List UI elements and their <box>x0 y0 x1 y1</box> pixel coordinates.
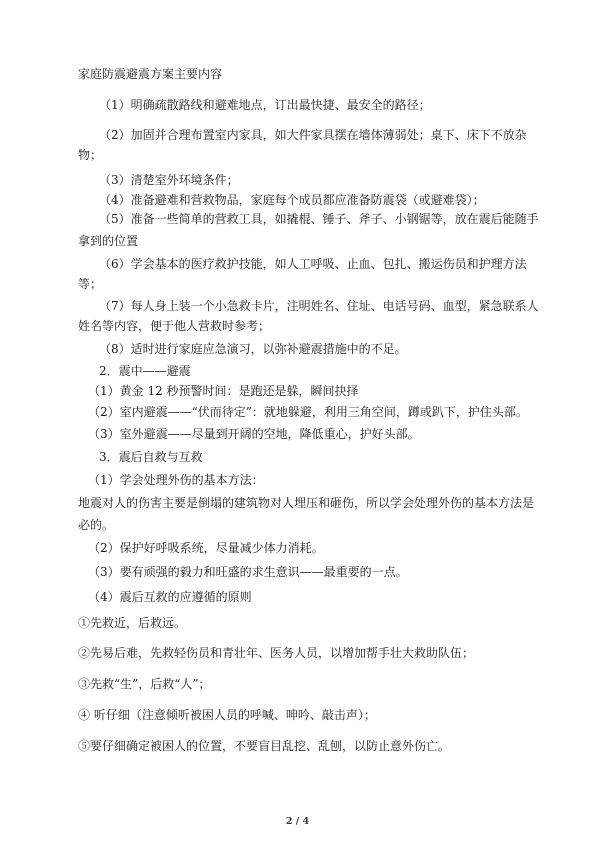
text-line: （7）每人身上装一个小急救卡片，注明姓名、住址、电话号码、血型，紧急联系人 <box>99 299 539 313</box>
list-item: ④ 听仔细（注意倾听被困人员的呼喊、呻吟、敲击声）； <box>78 708 376 722</box>
text-line: 姓名等内容，便于他人营救时参考； <box>78 319 271 333</box>
text-line: 等； <box>78 277 103 291</box>
text-line: （4）震后互救的应遵循的原则 <box>88 590 252 604</box>
list-item: ①先救近，后救远。 <box>78 616 187 630</box>
text-line: （4）准备避难和营救物品，家庭每个成员都应准备防震袋（或避难袋）； <box>99 193 485 207</box>
text-line: （1）学会处理外伤的基本方法： <box>88 473 264 487</box>
list-item: ②先易后难，先救轻伤员和青壮年、医务人员，以增加帮手壮大救助队伍； <box>78 646 475 660</box>
text-line: （6）学会基本的医疗救护技能，如人工呼吸、止血、包扎、搬运伤员和护理方法 <box>99 257 527 271</box>
text-line: 拿到的位置 <box>78 234 139 248</box>
list-item: ③先救“生”，后救“人”； <box>78 677 211 691</box>
section-title: 家庭防震避震方案主要内容 <box>78 67 223 81</box>
text-line: （1）明确疏散路线和避难地点，订出最快捷、最安全的路径； <box>99 98 431 112</box>
list-item: ⑤要仔细确定被困人的位置，不要盲目乱挖、乱刨，以防止意外伤亡。 <box>78 739 451 753</box>
text-line: 地震对人的伤害主要是倒塌的建筑物对人埋压和砸伤，所以学会处理外伤的基本方法是 <box>78 496 535 510</box>
text-line: 物； <box>78 148 103 162</box>
text-line: （1）黄金 12 秒预警时间：是跑还是躲，瞬间抉择 <box>88 384 359 398</box>
text-line: 必的。 <box>78 518 115 532</box>
text-line: （8）适时进行家庭应急演习，以弥补避震措施中的不足。 <box>99 342 407 356</box>
section-heading: 2．震中——避震 <box>99 364 191 378</box>
text-line: （2）保护好呼吸系统，尽量减少体力消耗。 <box>88 541 324 555</box>
section-heading: 3．震后自救与互救 <box>99 450 203 464</box>
text-line: （5）准备一些简单的营救工具，如撬棍、锤子、斧子、小钢锯等，放在震后能随手 <box>99 212 539 226</box>
text-line: （2）加固并合理布置室内家具，如大件家具摆在墙体薄弱处；桌下、床下不放杂 <box>99 128 527 142</box>
text-line: （2）室内避震——“伏而待定”：就地躲避，利用三角空间，蹲或趴下，护住头部。 <box>88 405 528 419</box>
text-line: （3）要有顽强的毅力和旺盛的求生意识——最重要的一点。 <box>88 565 408 579</box>
text-line: （3）室外避震——尽量到开阔的空地，降低重心，护好头部。 <box>88 427 420 441</box>
page-number: 2 / 4 <box>285 816 310 827</box>
text-line: （3）清楚室外环境条件； <box>99 173 239 187</box>
